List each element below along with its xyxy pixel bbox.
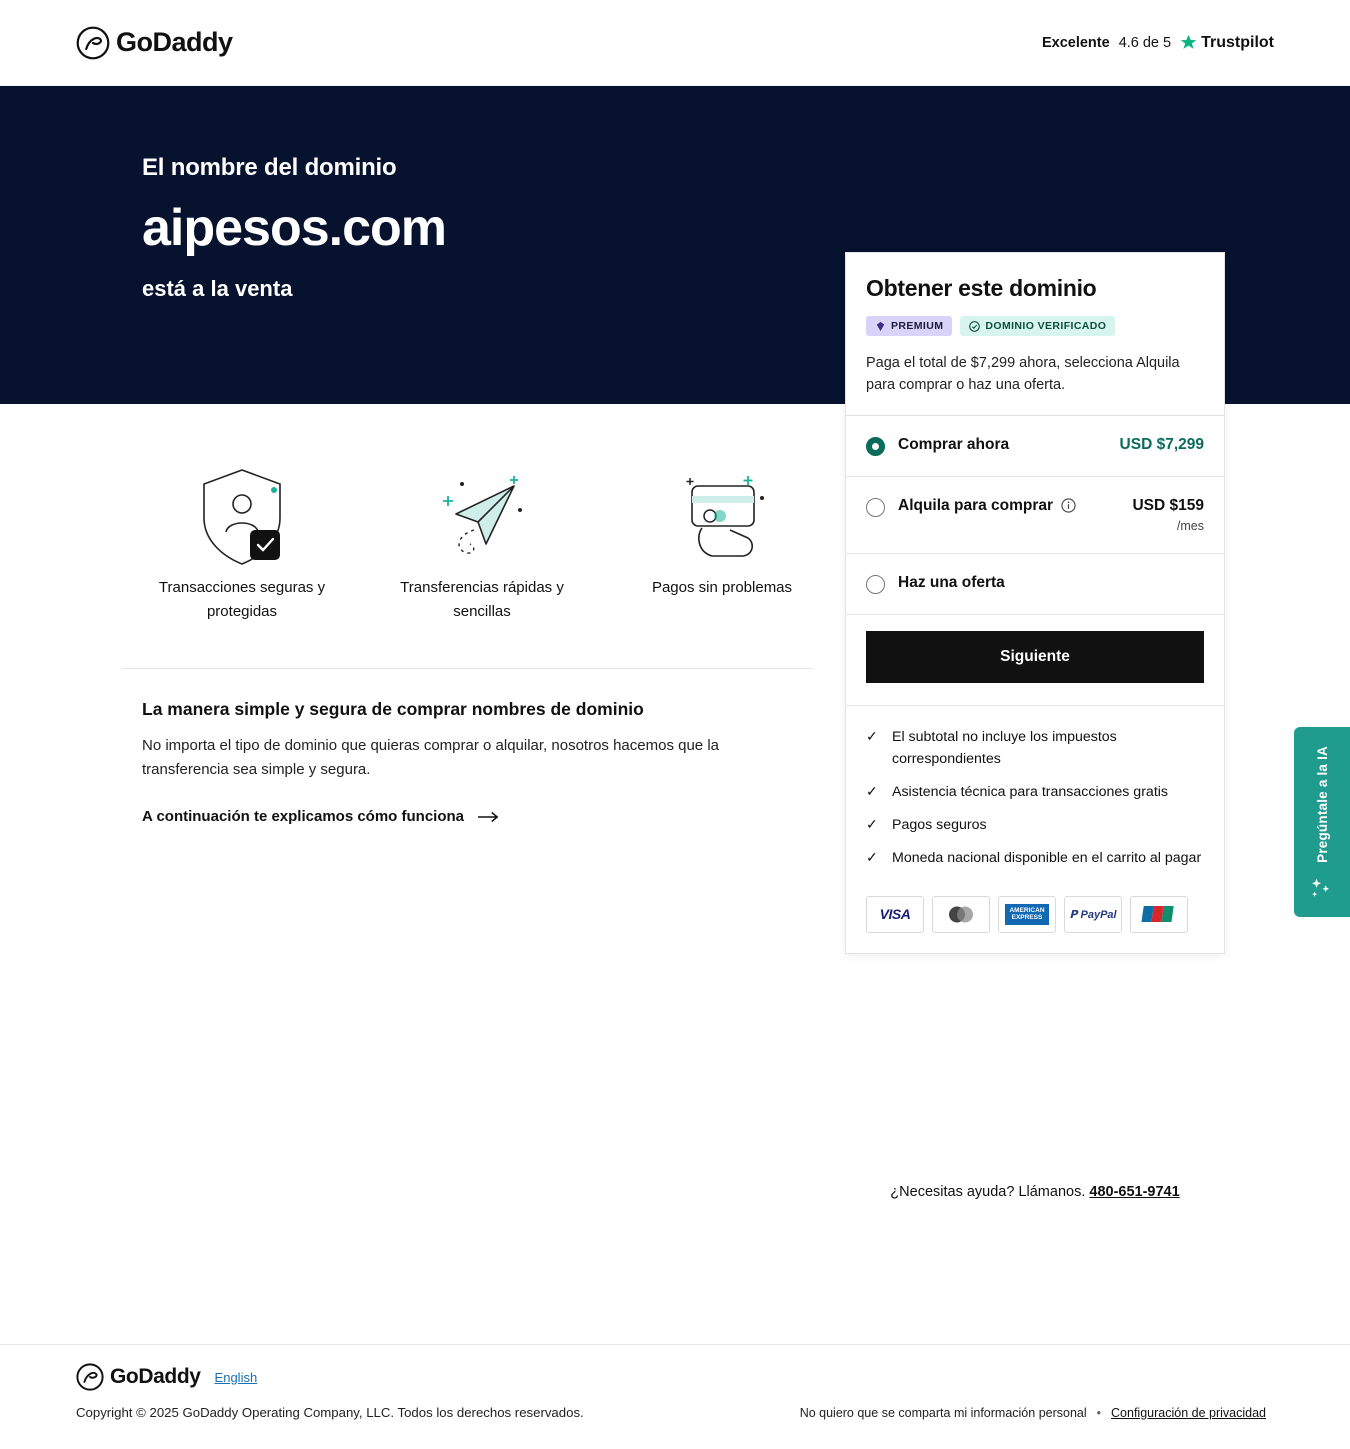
status-badge-premium	[866, 316, 952, 336]
option-lease-to-own-label: Alquila para comprar	[898, 496, 1054, 514]
info-heading: La manera simple y segura de comprar nombres de dominio	[142, 699, 644, 719]
feature-label: Transacciones seguras y protegidas	[158, 579, 326, 620]
hero-domain-name: aipesos.com	[142, 199, 447, 257]
privacy-note: No quiero que se comparta mi información personal	[799, 1405, 1087, 1420]
purchase-card-title: Obtener este dominio	[866, 275, 1097, 301]
option-lease-to-own-label-wrap	[898, 497, 1132, 515]
trustpilot-star-icon	[1180, 34, 1197, 51]
ask-ai-label: Pregúntale a la IA	[1314, 745, 1330, 863]
trustpilot-brand	[1180, 34, 1274, 52]
option-make-offer[interactable]	[846, 553, 1224, 614]
option-lease-price-wrap	[1132, 497, 1204, 533]
check-icon: ✓	[866, 728, 878, 745]
check-icon: ✓	[866, 816, 878, 833]
diamond-icon	[875, 321, 886, 332]
mastercard-icon	[932, 896, 990, 933]
option-buy-now-price-wrap	[1120, 436, 1204, 454]
ask-ai-tab[interactable]	[1294, 727, 1350, 917]
arrow-right-icon	[478, 811, 500, 823]
option-lease-to-own[interactable]	[846, 476, 1224, 553]
next-button[interactable]: Siguiente	[866, 631, 1204, 683]
feature-item	[602, 456, 842, 624]
trustpilot-brand-text: Trustpilot	[1201, 33, 1274, 51]
check-circle-icon	[969, 321, 980, 332]
godaddy-logo-text: GoDaddy	[116, 27, 233, 57]
ai-sparkle-icon	[1311, 876, 1333, 898]
help-phone-link[interactable]: 480-651-9741	[1089, 1184, 1180, 1200]
unionpay-icon	[1130, 896, 1188, 933]
paper-plane-icon	[362, 456, 602, 576]
how-it-works-link[interactable]	[142, 808, 500, 825]
radio-make-offer[interactable]	[866, 575, 885, 594]
godaddy-mark-icon	[76, 1363, 104, 1391]
footer-logo-text: GoDaddy	[110, 1365, 201, 1388]
trustpilot-rating[interactable]	[1042, 34, 1274, 52]
cta-wrap	[846, 614, 1224, 705]
shield-check-icon	[122, 456, 362, 576]
status-badge-verified	[960, 316, 1115, 336]
separator-dot: •	[1096, 1405, 1102, 1420]
footer-top	[0, 1345, 1350, 1391]
perk-list	[846, 705, 1224, 890]
option-buy-now[interactable]	[846, 415, 1224, 476]
feature-item	[362, 456, 602, 624]
feature-list	[122, 404, 942, 624]
help-line	[845, 1184, 1225, 1200]
hero-kicker: El nombre del dominio	[142, 154, 397, 181]
perk-label: Pagos seguros	[892, 816, 987, 833]
radio-lease-to-own[interactable]	[866, 498, 885, 517]
check-icon: ✓	[866, 849, 878, 866]
godaddy-logo[interactable]	[76, 26, 233, 60]
feature-label: Transferencias rápidas y sencillas	[400, 579, 564, 620]
hero-subtitle: está a la venta	[142, 276, 293, 301]
check-icon: ✓	[866, 783, 878, 800]
option-buy-now-price: USD $7,299	[1119, 435, 1204, 453]
purchase-card	[845, 252, 1225, 954]
paypal-icon: 𝗣 PayPal	[1064, 896, 1122, 933]
payment-methods	[846, 890, 1224, 953]
site-header	[0, 0, 1350, 86]
perk-item	[866, 847, 1204, 869]
option-make-offer-label: Haz una oferta	[898, 573, 1005, 591]
badge-row	[866, 316, 1204, 336]
perk-label: Moneda nacional disponible en el carrito al pagar	[892, 849, 1202, 866]
perk-label: El subtotal no incluye los impuestos correspondientes	[892, 728, 1117, 767]
copyright-text: Copyright © 2025 GoDaddy Operating Company, LLC. Todos los derechos reservados.	[76, 1405, 584, 1420]
footer-bottom	[0, 1391, 1350, 1420]
info-paragraph: No importa el tipo de dominio que quieras comprar o alquilar, nosotros hacemos que la transferencia sea simple y segura.	[142, 737, 719, 778]
trust-rating-score: 4.6 de 5	[1118, 34, 1172, 51]
option-lease-price: USD $159	[1132, 496, 1204, 514]
how-it-works-label: A continuación te explicamos cómo funciona	[142, 808, 464, 825]
section-divider	[122, 668, 812, 669]
site-footer	[0, 1344, 1350, 1449]
amex-icon: AMERICAN EXPRESS	[998, 896, 1056, 933]
premium-badge-label: PREMIUM	[891, 320, 944, 332]
trust-rating-word: Excelente	[1041, 34, 1110, 51]
perk-item	[866, 726, 1204, 770]
feature-label: Pagos sin problemas	[651, 579, 793, 596]
visa-icon: VISA	[866, 896, 924, 933]
feature-item	[122, 456, 362, 624]
footer-logo[interactable]	[76, 1363, 201, 1391]
help-text: ¿Necesitas ayuda? Llámanos.	[890, 1184, 1086, 1200]
language-selector[interactable]: English	[214, 1369, 258, 1385]
radio-buy-now[interactable]	[866, 437, 885, 456]
perk-label: Asistencia técnica para transacciones gratis	[892, 783, 1169, 800]
info-section	[142, 699, 802, 826]
verified-badge-label: DOMINIO VERIFICADO	[985, 320, 1107, 332]
info-icon[interactable]	[1061, 498, 1076, 513]
purchase-card-header	[846, 253, 1224, 415]
option-buy-now-label: Comprar ahora	[898, 435, 1010, 453]
privacy-settings-link[interactable]: Configuración de privacidad	[1111, 1405, 1266, 1420]
godaddy-mark-icon	[76, 26, 110, 60]
option-lease-price-period: /mes	[1176, 518, 1204, 533]
perk-item	[866, 814, 1204, 836]
hand-card-icon	[602, 456, 842, 576]
perk-item	[866, 781, 1204, 803]
privacy-area	[800, 1406, 1266, 1420]
purchase-card-description: Paga el total de $7,299 ahora, selecciona Alquila para comprar o haz una oferta.	[866, 355, 1180, 394]
